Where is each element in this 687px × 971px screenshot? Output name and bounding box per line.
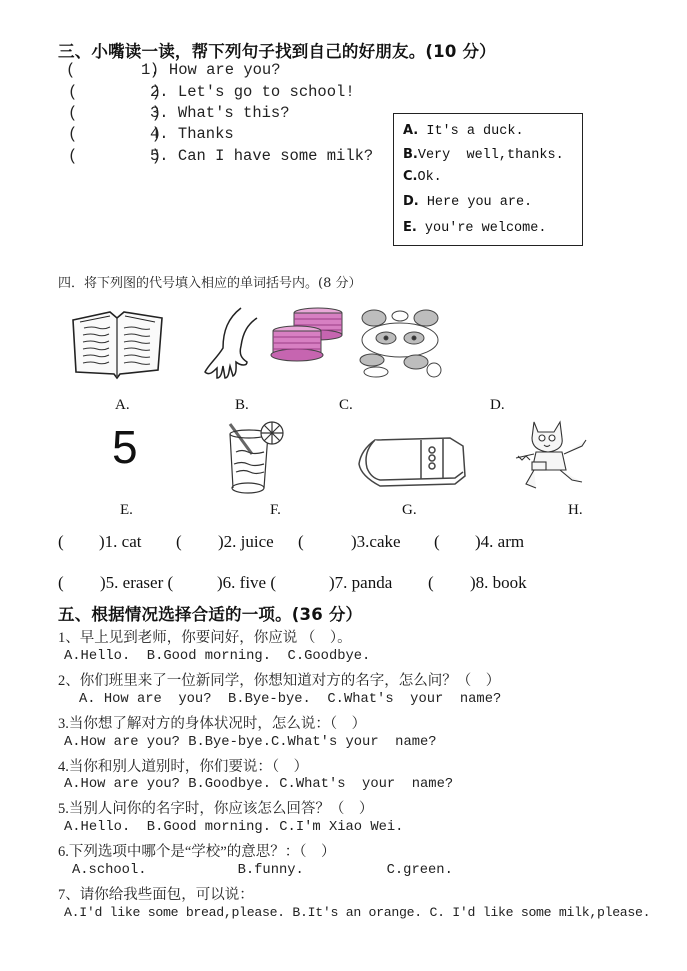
juice-icon: [224, 420, 286, 496]
question-options: A.Hello. B.Good morning. C.I'm Xiao Wei.: [64, 820, 404, 835]
picture-label-g: G.: [402, 502, 417, 518]
cat-icon: [512, 418, 590, 493]
option-text: Here you are.: [418, 195, 533, 210]
option-text: It's a duck.: [418, 124, 524, 139]
eraser-icon: [355, 432, 467, 490]
picture-label-a: A.: [115, 397, 130, 413]
answer-options-box: [393, 113, 583, 246]
picture-label-b: B.: [235, 397, 249, 413]
answer-bracket[interactable]: ( ): [66, 61, 160, 79]
option-text: you're welcome.: [416, 221, 547, 236]
answer-bracket[interactable]: ( ): [68, 104, 162, 122]
answer-bracket[interactable]: (: [58, 573, 64, 592]
question-text: 4.当你和别人道别时，你们要说：（ ）: [58, 759, 309, 775]
word-item: )1. cat: [99, 532, 142, 551]
question-options: A.How are you? B.Bye-bye.C.What's your name?: [64, 735, 437, 750]
section4-title: 四．将下列图的代号填入相应的单词括号内。(8 分）: [58, 276, 362, 291]
sentence-text: 3. What's this?: [150, 104, 290, 122]
answer-bracket[interactable]: (: [428, 573, 434, 592]
answer-bracket[interactable]: ( ): [68, 147, 162, 165]
cake-icon: [270, 305, 345, 367]
question-options: A.Hello. B.Good morning. C.Goodbye.: [64, 649, 371, 664]
question-text: 5.当别人问你的名字时，你应该怎么回答？（ ）: [58, 801, 374, 817]
answer-bracket[interactable]: ( ): [68, 83, 162, 101]
word-item: )5. eraser (: [100, 573, 174, 592]
answer-bracket[interactable]: (: [298, 532, 304, 551]
option-text: Very well,thanks.: [417, 148, 564, 163]
word-item: )6. five (: [217, 573, 277, 592]
book-icon: [70, 308, 165, 378]
answer-option-e: [403, 219, 546, 236]
answer-option-d: [403, 193, 532, 210]
question-text: 3.当你想了解对方的身体状况时，怎么说：（ ）: [58, 716, 367, 732]
answer-option-a: [403, 122, 524, 139]
picture-label-c: C.: [339, 397, 353, 413]
section5-title: 五、根据情况选择合适的一项。(36 分）: [58, 605, 363, 624]
question-text: 2、你们班里来了一位新同学，你想知道对方的名字，怎么问？（ ）: [58, 673, 501, 689]
word-item: )7. panda: [329, 573, 393, 592]
answer-bracket[interactable]: ( ): [68, 125, 162, 143]
panda-icon: [356, 308, 444, 380]
option-label: D.: [403, 194, 419, 209]
option-label: B.: [403, 147, 418, 162]
answer-bracket[interactable]: (: [58, 532, 64, 551]
sentence-text: 4. Thanks: [150, 125, 234, 143]
five-icon: 5: [112, 421, 138, 473]
question-options: A.school. B.funny. C.green.: [72, 863, 453, 878]
arm-icon: [203, 306, 258, 381]
section3-title: 三、小嘴读一读，帮下列句子找到自己的好朋友。(10 分）: [58, 42, 496, 61]
word-item: )2. juice: [218, 532, 274, 551]
picture-label-f: F.: [270, 502, 281, 518]
option-label: C.: [403, 169, 418, 184]
question-options: A.How are you? B.Goodbye. C.What's your name?: [64, 777, 454, 792]
sentence-text: 2. Let's go to school!: [150, 83, 355, 101]
option-label: E.: [403, 220, 417, 235]
picture-label-h: H.: [568, 502, 583, 518]
sentence-text: 5. Can I have some milk?: [150, 147, 374, 165]
question-options: A. How are you? B.Bye-bye. C.What's your name?: [79, 692, 502, 707]
word-item: )3.cake: [351, 532, 401, 551]
answer-option-b: [403, 146, 564, 163]
question-options: A.I'd like some bread,please. B.It's an orange. C. I'd like some milk,please.: [64, 905, 651, 920]
option-text: Ok.: [417, 170, 442, 185]
option-label: A.: [403, 123, 419, 138]
picture-label-d: D.: [490, 397, 505, 413]
question-text: 1、早上见到老师，你要问好，你应说 （ ）。: [58, 630, 352, 646]
question-text: 6.下列选项中哪个是“学校”的意思？：（ ）: [58, 844, 336, 860]
answer-bracket[interactable]: (: [176, 532, 182, 551]
answer-option-c: [403, 168, 442, 185]
sentence-text: 1. How are you?: [141, 61, 281, 79]
picture-label-e: E.: [120, 502, 133, 518]
answer-bracket[interactable]: (: [434, 532, 440, 551]
word-item: )4. arm: [475, 532, 525, 551]
question-text: 7、请你给我些面包，可以说：: [58, 887, 254, 903]
word-item: )8. book: [470, 573, 527, 592]
